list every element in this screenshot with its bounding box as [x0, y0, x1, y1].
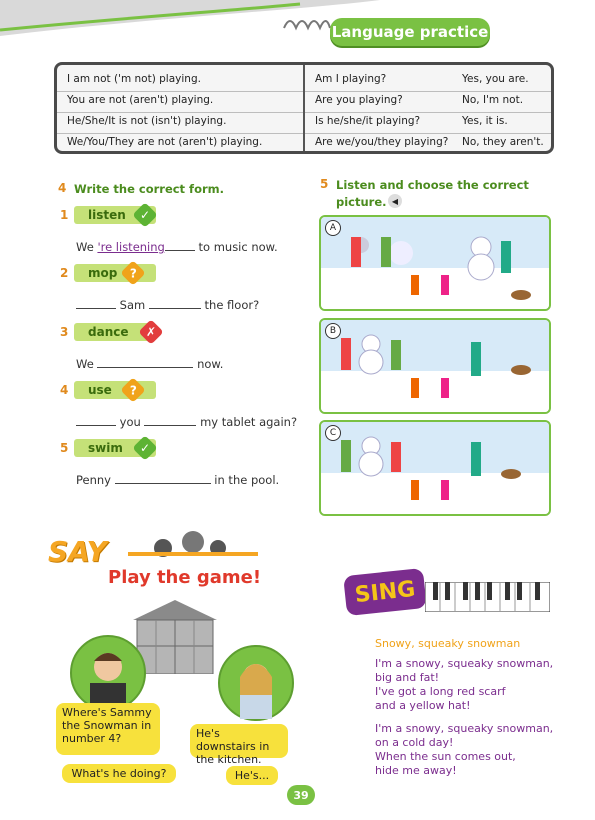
boy-avatar	[70, 635, 146, 711]
grammar-line: We/You/They are not (aren't) playing.	[67, 136, 263, 148]
picture-c[interactable]: C	[319, 420, 551, 516]
page-title: Language practice	[330, 18, 490, 46]
verb-label: mop	[74, 264, 156, 282]
exercise-number: 5	[320, 177, 329, 191]
grammar-question: Is he/she/it playing?	[315, 115, 421, 127]
spring-icon	[282, 4, 332, 38]
answer-blank[interactable]	[76, 296, 116, 309]
question-icon: ?	[120, 377, 145, 402]
song-title: Snowy, squeaky snowman	[375, 637, 521, 650]
page-number: 39	[287, 785, 315, 805]
item-number: 1	[60, 208, 69, 222]
verb-label: swim	[74, 439, 156, 457]
picture-a[interactable]: A	[319, 215, 551, 311]
grammar-answer: Yes, you are.	[462, 73, 529, 85]
answer-blank[interactable]	[149, 296, 201, 309]
grammar-answer: Yes, it is.	[462, 115, 508, 127]
item-number: 5	[60, 441, 69, 455]
grammar-line: You are not (aren't) playing.	[67, 94, 214, 106]
verb-label: listen	[74, 206, 156, 224]
sentence-4: you my tablet again?	[76, 413, 297, 429]
audio-icon[interactable]: ◀	[388, 194, 402, 208]
exercise-title: Write the correct form.	[74, 182, 224, 196]
item-number: 2	[60, 266, 69, 280]
speech-bubble: He's...	[226, 766, 278, 785]
dollhouse-illustration	[133, 600, 217, 674]
grammar-table	[54, 62, 554, 154]
exercise-title: Listen and choose the correct	[336, 178, 529, 192]
grammar-answer: No, they aren't.	[462, 136, 544, 148]
answer-text: 're listening	[97, 240, 165, 254]
piano-keys-icon	[425, 582, 550, 612]
exercise-title-cont: picture.	[336, 195, 387, 209]
speech-bubble: He's downstairs in the kitchen.	[190, 724, 288, 758]
speech-bubble: What's he doing?	[62, 764, 176, 783]
check-icon: ✓	[132, 435, 157, 460]
answer-blank[interactable]	[76, 413, 116, 426]
answer-blank[interactable]	[97, 355, 193, 368]
sentence-5: Penny in the pool.	[76, 473, 280, 487]
grammar-question: Are we/you/they playing?	[315, 136, 449, 148]
grammar-question: Are you playing?	[315, 94, 403, 106]
item-number: 4	[60, 383, 69, 397]
check-icon: ✓	[132, 202, 157, 227]
sentence-3: We now.	[76, 357, 224, 371]
grammar-line: I am not ('m not) playing.	[67, 73, 201, 85]
say-logo: SAY	[48, 535, 107, 568]
sing-logo: SING	[343, 568, 427, 616]
exercise-number: 4	[58, 181, 67, 195]
snow-scene-illustration	[321, 217, 551, 311]
song-verse-2: I'm a snowy, squeaky snowman, on a cold day! When the sun comes out, hide me away!	[375, 722, 554, 777]
speech-bubble: Where's Sammy the Snowman in number 4?	[56, 703, 160, 755]
snow-scene-illustration	[321, 320, 551, 414]
snow-scene-illustration	[321, 422, 551, 516]
grammar-question: Am I playing?	[315, 73, 387, 85]
verb-label: use	[74, 381, 156, 399]
song-verse-1: I'm a snowy, squeaky snowman, big and fat! I've got a long red scarf and a yellow hat!	[375, 657, 554, 712]
answer-blank[interactable]	[115, 471, 211, 484]
picture-b[interactable]: B	[319, 318, 551, 414]
girl-avatar	[218, 645, 294, 721]
cross-icon: ✗	[138, 319, 163, 344]
play-title: Play the game!	[108, 567, 262, 588]
question-icon: ?	[120, 260, 145, 285]
verb-label: dance	[74, 323, 156, 341]
grammar-line: He/She/It is not (isn't) playing.	[67, 115, 227, 127]
grammar-answer: No, I'm not.	[462, 94, 524, 106]
item-number: 3	[60, 325, 69, 339]
gears-icon	[118, 530, 258, 560]
answer-blank[interactable]	[144, 413, 196, 426]
sentence-2: Sam the floor?	[76, 296, 259, 312]
sentence-1: We 're listening to music now.	[76, 240, 278, 254]
